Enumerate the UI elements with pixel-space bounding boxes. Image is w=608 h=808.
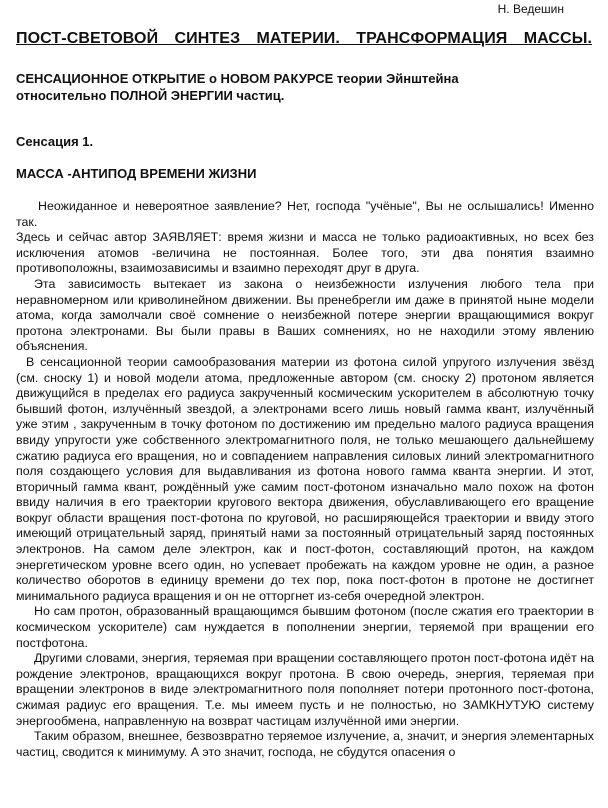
document-title: ПОСТ-СВЕТОВОЙ СИНТЕЗ МАТЕРИИ. ТРАНСФОРМАЦИЯ МАССЫ.	[16, 30, 592, 47]
paragraph: Здесь и сейчас автор ЗАЯВЛЯЕТ: время жизни и масса не только радиоактивных, но всех без исключения атомов -величина не постоянная. Более того, эти два понятия взаимно противоположны, взаимозависимы и взаимно переходят друг в друга.	[16, 230, 594, 276]
sensation-label: Сенсация 1.	[16, 134, 94, 149]
paragraph: Таким образом, внешнее, безвозвратно теряемое излучение, а, значит, и энергия элементарных частиц, сводится к минимуму. А это значит, господа, не сбудутся опасения о	[16, 729, 594, 759]
paragraph: В сенсационной теории самообразования материи из фотона силой упругого излучения звёзд (см. сноску 1) и новой модели атома, предложенные автором (см. сноску 2) протоном является движущийся в пределах его радиуса закрученный космическим ускорителем в абсолютную точку бывший фотон, излучённый звездой, а электронами всего лишь новый гамма квант, излучённый уже этим , закрученным в точку фотоном по достижению им предельно малого радиуса вращения ввиду упругости уже собственного электромагнитного поля, не только мешающего дальнейшему сжатию радиуса его вращения, но и совпадением направления силовых линий электромагнитного поля создающего условия для выдавливания из фотона нового гамма кванта энергии. И этот, вторичный гамма квант, рождённый уже самим пост-фотоном изначально мало похож на фотон ввиду наличия в его траектории кругового вектора движения, обуславливающего его вращение вокруг области вращения пост-фотона по круговой, но расширяющейся траектории и ввиду этого имеющий отрицательный заряд, принятый нами за постоянный отрицательный заряд постоянных электронов. На самом деле электрон, как и пост-фотон, составляющий протон, на каждом энергетическом уровне всего один, но успевает пробежать на каждом уровне не один, а разное количество оборотов в единицу времени до тех пор, пока пост-фотон в протоне не достигнет минимального радиуса вращения и он не отторгнет из-себя очередной электрон.	[16, 354, 594, 603]
paragraph: Неожиданное и невероятное заявление? Нет, господа "учёные", Вы не ослышались! Именно так.	[16, 199, 594, 229]
author-name: Н. Ведешин	[497, 2, 564, 16]
paragraph: Другими словами, энергия, теряемая при вращении составляющего протон пост-фотона идёт на рождение электронов, вращающихся вокруг протона. В свою очередь, энергия, теряемая при вращении электронов в виде электромагнитного поля пополняет потери протонного пост-фотона, сжимая радиус его вращения. Т.е. мы имеем пусть и не полностью, но ЗАМКНУТУЮ систему энергообмена, направленную на возврат частицам излучённой ими энергии.	[16, 651, 594, 728]
document-subtitle	[16, 70, 459, 104]
section-heading: МАССА -АНТИПОД ВРЕМЕНИ ЖИЗНИ	[16, 166, 257, 181]
paragraph: Но сам протон, образованный вращающимся бывшим фотоном (после сжатия его траектории в космическом ускорителе) сам нуждается в пополнении энергии, теряемой при вращении его постфотона.	[16, 604, 594, 650]
subtitle-line-2: относительно ПОЛНОЙ ЭНЕРГИИ частиц.	[16, 88, 285, 103]
body-text	[16, 199, 594, 760]
subtitle-line-1: СЕНСАЦИОННОЕ ОТКРЫТИЕ о НОВОМ РАКУРСЕ теории Эйнштейна	[16, 71, 459, 86]
paragraph: Эта зависимость вытекает из закона о неизбежности излучения любого тела при неравномерном или криволинейном движении. Вы пренебрегли им даже в принятой ныне модели атома, когда замолчали своё сомнение о неизбежной потере энергии вращающимися вокруг протона электронами. Вы были правы в Ваших сомнениях, но не находили этому явлению объяснения.	[16, 276, 594, 354]
